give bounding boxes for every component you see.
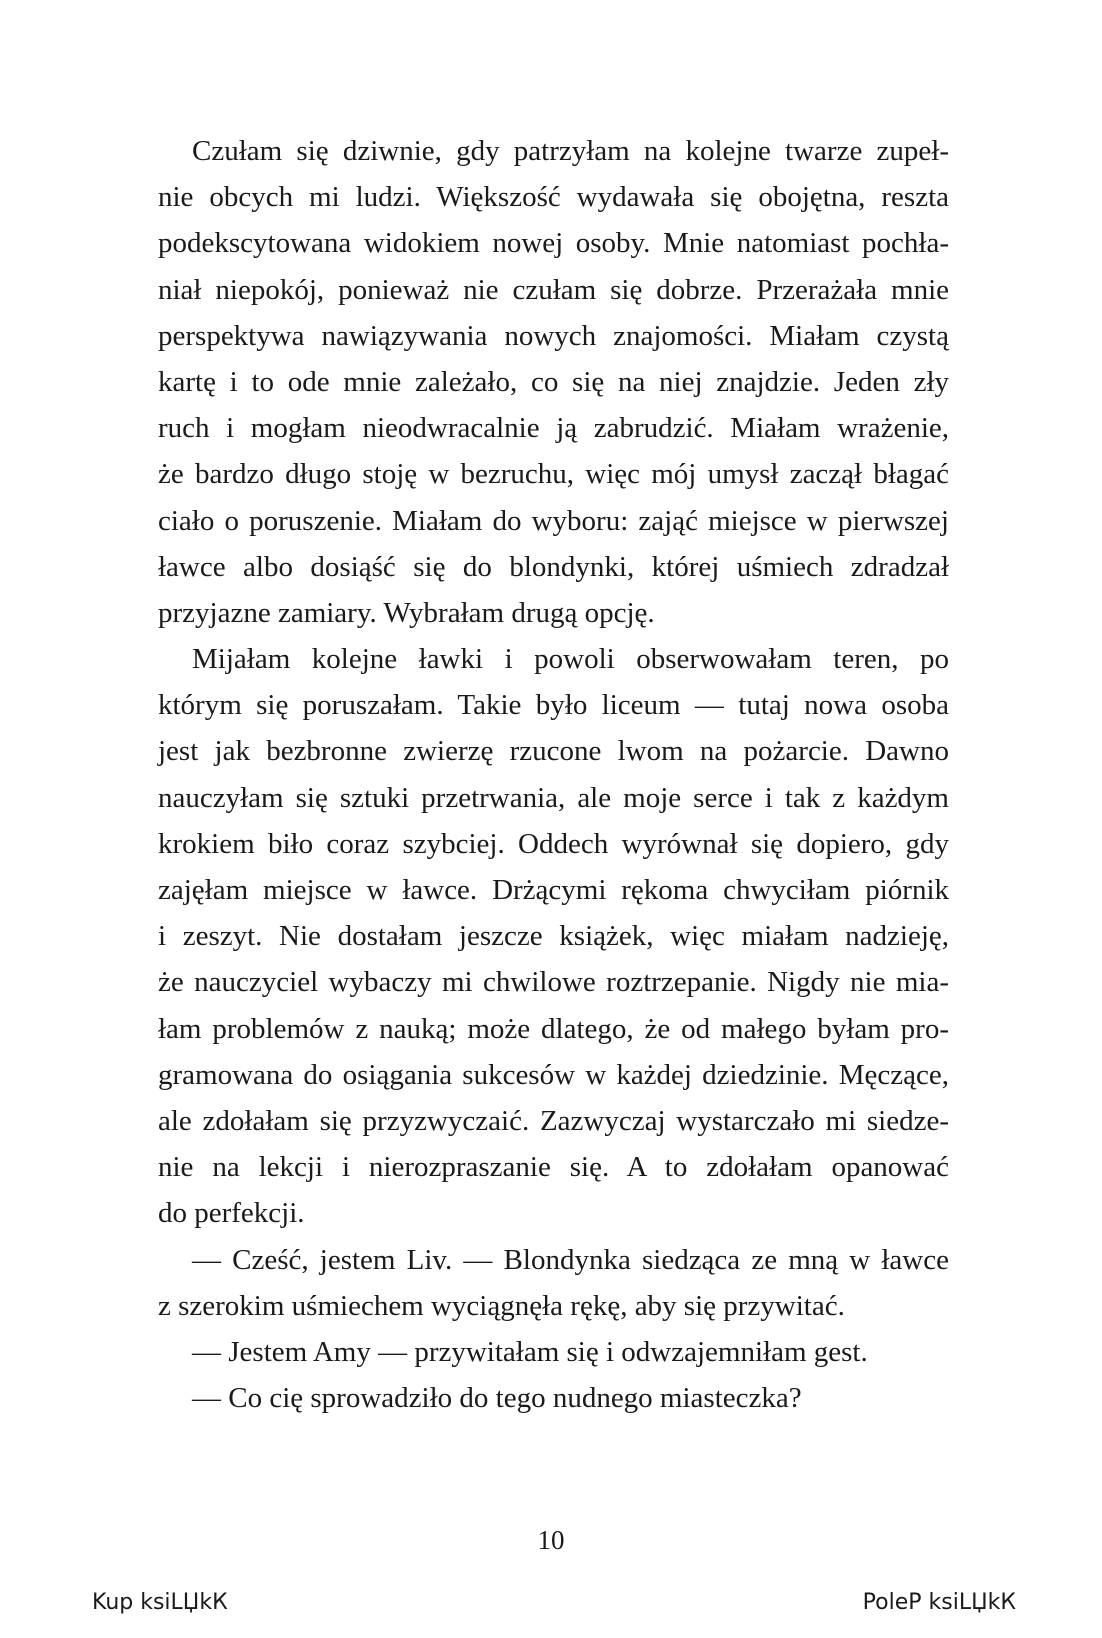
text-line: gramowana do osiągania sukcesów w każdej dziedzinie. Męczące, xyxy=(158,1058,949,1091)
text-line: nie obcych mi ludzi. Większość wydawała się obojętna, reszta xyxy=(158,181,949,214)
dialogue-line: — Jestem Amy — przywitałam się i odwzajemniłam gest. xyxy=(192,1335,868,1368)
text-line: Mijałam kolejne ławki i powoli obserwowałam teren, po xyxy=(192,643,949,676)
text-line: jest jak bezbronne zwierzę rzucone lwom na pożarcie. Dawno xyxy=(158,735,949,768)
text-line: do perfekcji. xyxy=(158,1197,305,1230)
text-line: perspektywa nawiązywania nowych znajomości. Miałam czystą xyxy=(158,319,949,352)
text-line: że bardzo długo stoję w bezruchu, więc mój umysł zaczął błagać xyxy=(158,458,949,491)
text-line: nie na lekcji i nierozpraszanie się. A to zdołałam opanować xyxy=(158,1151,949,1184)
text-line: ale zdołałam się przyzwyczaić. Zazwyczaj wystarczało mi siedze- xyxy=(158,1104,949,1137)
text-line: nauczyłam się sztuki przetrwania, ale moje serce i tak z każdym xyxy=(158,781,949,814)
text-line: przyjazne zamiary. Wybrałam drugą opcję. xyxy=(158,596,655,629)
text-line: zajęłam miejsce w ławce. Drżącymi rękoma chwyciłam piórnik xyxy=(158,874,949,906)
text-line: z szerokim uśmiechem wyciągnęła rękę, aby się przywitać. xyxy=(158,1289,845,1322)
text-line: kartę i to ode mnie zależało, co się na niej znajdzie. Jeden zły xyxy=(158,365,949,398)
dialogue-line: — Co cię sprowadziło do tego nudnego miasteczka? xyxy=(192,1382,802,1415)
text-line: że nauczyciel wybaczy mi chwilowe roztrzepanie. Nigdy nie mia- xyxy=(158,966,949,999)
text-line: Czułam się dziwnie, gdy patrzyłam na kolejne twarze zupeł- xyxy=(192,135,949,167)
book-page-text xyxy=(158,128,949,1421)
page-number: 10 xyxy=(537,1525,565,1555)
buy-book-link[interactable]: Kup ksiLЏkК xyxy=(92,1590,228,1615)
text-line: krokiem biło coraz szybciej. Oddech wyrównał się dopiero, gdy xyxy=(158,827,949,860)
text-line: podekscytowana widokiem nowej osoby. Mnie natomiast pochła- xyxy=(158,227,949,260)
text-line: ruch i mogłam nieodwracalnie ją zabrudzić. Miałam wrażenie, xyxy=(158,412,949,445)
recommend-book-link[interactable]: PoleР ksiLЏkК xyxy=(862,1590,1016,1615)
text-line: ciało o poruszenie. Miałam do wyboru: zająć miejsce w pierwszej xyxy=(158,504,949,537)
text-line: i zeszyt. Nie dostałam jeszcze książek, więc miałam nadzieję, xyxy=(158,920,949,953)
text-line: ławce albo dosiąść się do blondynki, której uśmiech zdradzał xyxy=(158,550,949,583)
text-line: którym się poruszałam. Takie było liceum — tutaj nowa osoba xyxy=(158,689,949,722)
dialogue-line: — Cześć, jestem Liv. — Blondynka siedząca ze mną w ławce xyxy=(192,1243,949,1276)
text-line: łam problemów z nauką; może dlatego, że od małego byłam pro- xyxy=(158,1012,949,1045)
text-line: niał niepokój, ponieważ nie czułam się dobrze. Przerażała mnie xyxy=(158,273,949,306)
